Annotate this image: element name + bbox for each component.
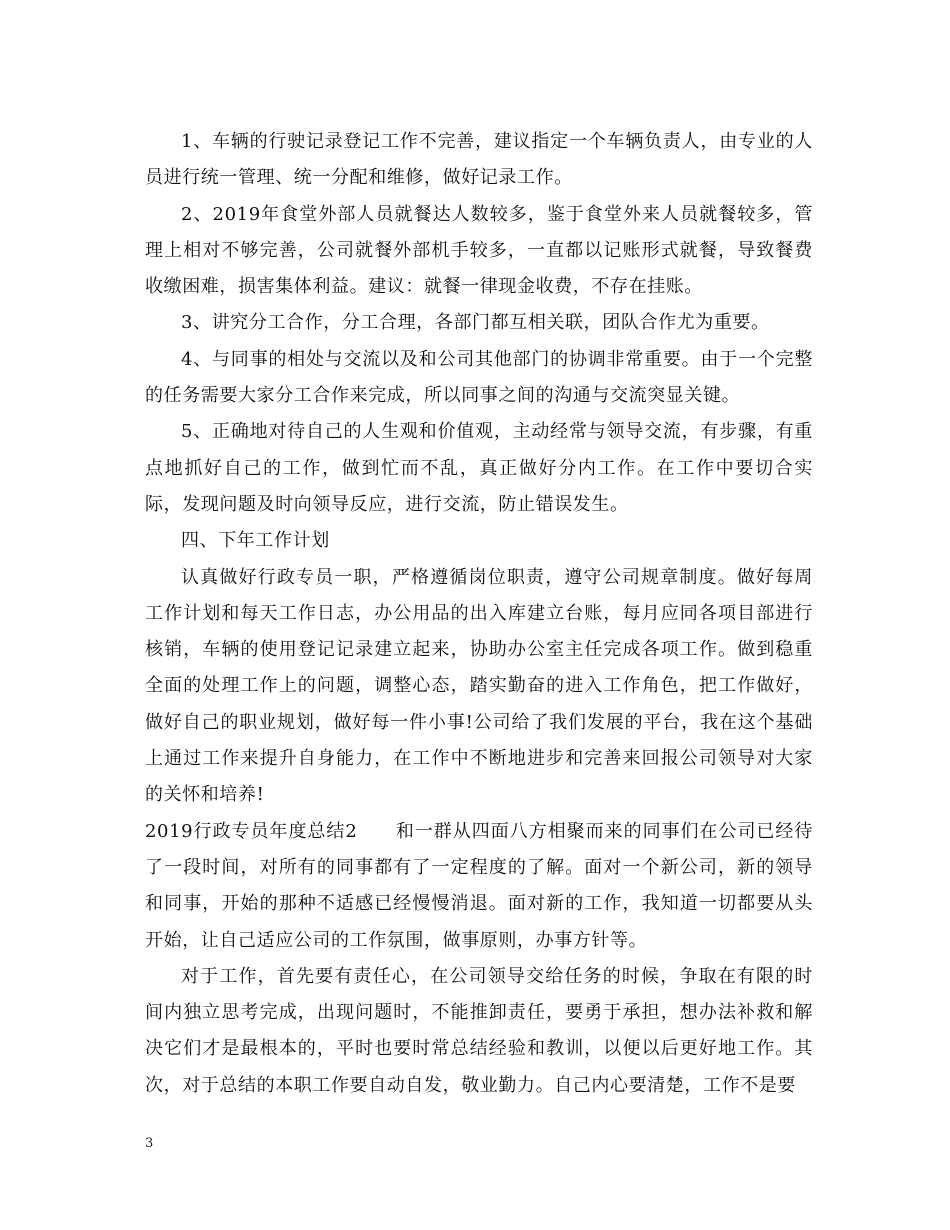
- page-number: 3: [145, 1136, 154, 1151]
- plan-paragraph: 认真做好行政专员一职，严格遵循岗位职责，遵守公司规章制度。做好每周工作计划和每天工作日志，办公用品的出入库建立台账，每月应同各项目部进行核销，车辆的使用登记记录建立起来，协助办公室主任完成各项工作。做到稳重全面的处理工作上的问题，调整心态，踏实勤奋的进入工作角色，把工作做好，做好自己的职业规划，做好每一件小事!公司给了我们发展的平台，我在这个基础上通过工作来提升自身能力，在工作中不断地进步和完善来回报公司领导对大家的关怀和培养!: [145, 566, 813, 806]
- section-heading-plan: 四、下年工作计划: [181, 530, 330, 552]
- document-body: [145, 124, 813, 1104]
- section-title: 2019行政专员年度总结2: [145, 820, 358, 842]
- paragraph-item-2: 2、2019年食堂外部人员就餐达人数较多，鉴于食堂外来人员就餐较多，管理上相对不够完善，公司就餐外部机手较多，一直都以记账形式就餐，导致餐费收缴困难，损害集体利益。建议：就餐一律现金收费，不存在挂账。: [145, 203, 813, 298]
- summary-paragraph-1: 和一群从四面八方相聚而来的同事们在公司已经待了一段时间，对所有的同事都有了一定程度的了解。面对一个新公司，新的领导和同事，开始的那种不适感已经慢慢消退。面对新的工作，我知道一切都要从头开始，让自己适应公司的工作氛围，做事原则，办事方针等。: [145, 820, 813, 951]
- paragraph-item-1: 1、车辆的行驶记录登记工作不完善，建议指定一个车辆负责人，由专业的人员进行统一管理、统一分配和维修，做好记录工作。: [145, 131, 813, 189]
- paragraph-item-5: 5、正确地对待自己的人生观和价值观，主动经常与领导交流，有步骤，有重点地抓好自己的工作，做到忙而不乱，真正做好分内工作。在工作中要切合实际，发现问题及时向领导反应，进行交流，防止错误发生。: [145, 421, 813, 515]
- paragraph-item-4: 4、与同事的相处与交流以及和公司其他部门的协调非常重要。由于一个完整的任务需要大家分工合作来完成，所以同事之间的沟通与交流突显关键。: [145, 348, 813, 407]
- summary-paragraph-2: 对于工作，首先要有责任心，在公司领导交给任务的时候，争取在有限的时间内独立思考完成，出现问题时，不能推卸责任，要勇于承担，想办法补救和解决它们才是最根本的，平时也要时常总结经验和教训，以便以后更好地工作。其次，对于总结的本职工作要自动自发，敬业勤力。自己内心要清楚，工作不是要: [145, 965, 813, 1096]
- paragraph-item-3: 3、讲究分工合作，分工合理，各部门都互相关联，团队合作尤为重要。: [181, 312, 770, 334]
- section-title-paragraph: [145, 814, 813, 959]
